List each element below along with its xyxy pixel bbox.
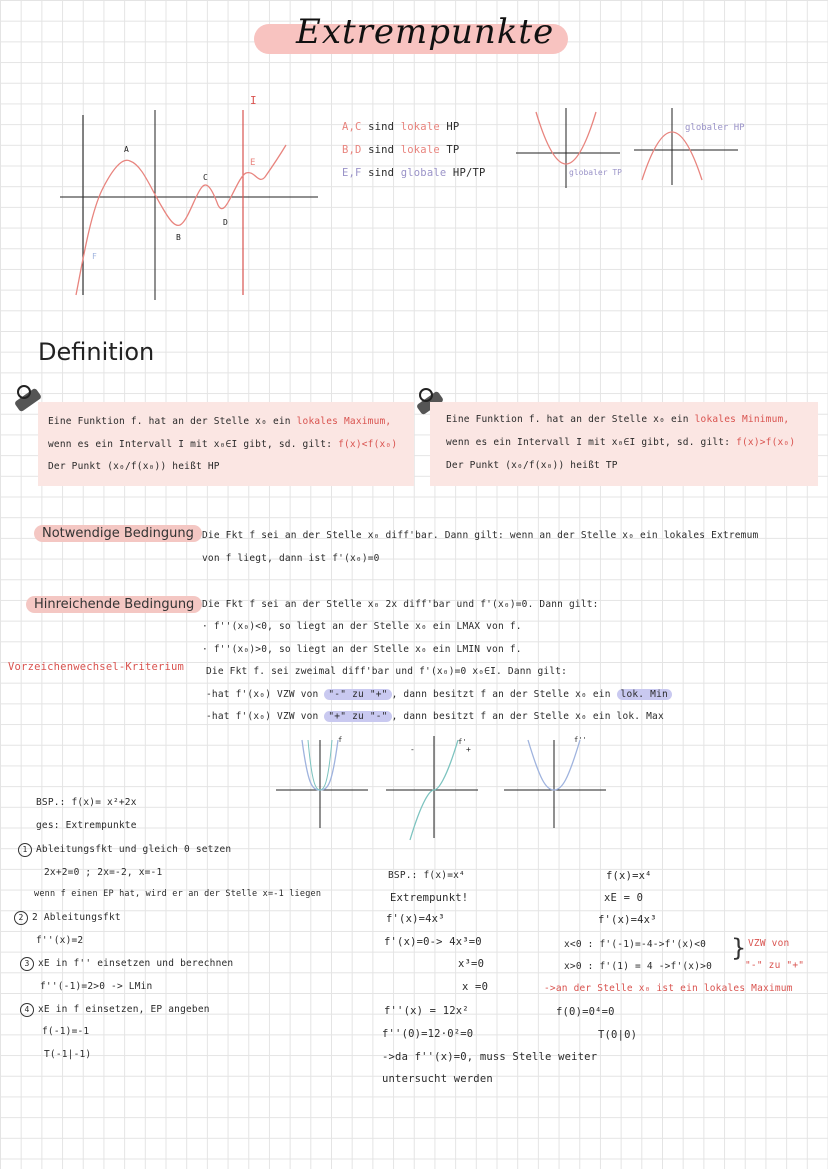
ex3-line-6: ->an der Stelle x₀ ist ein lokales Maximum — [544, 983, 793, 994]
def-min-line-3: Der Punkt (x₀/f(x₀)) heißt TP — [446, 460, 618, 471]
plot-fp-label: f' — [458, 738, 467, 746]
def-max-line-2: wenn es ein Intervall I mit x₀∈I gibt, sd. gilt: f(x)<f(x₀) — [48, 439, 398, 450]
def-max-line-3: Der Punkt (x₀/f(x₀)) heißt HP — [48, 461, 220, 472]
ex2-line-6: x =0 — [462, 981, 489, 993]
notwendig-line-2: von f liegt, dann ist f'(x₀)=0 — [202, 553, 380, 564]
ex1-step-3a: f''(-1)=2>0 -> LMin — [40, 981, 153, 992]
mini-hp-label: globaler HP — [685, 123, 745, 133]
def-max-line-1: Eine Funktion f. hat an der Stelle x₀ ein lokales Maximum, — [48, 416, 392, 427]
plot-fp-plus: + — [466, 745, 471, 754]
ex1-step-4b: T(-1|-1) — [44, 1049, 92, 1060]
ex1-step-4: 4 xE in f einsetzen, EP angeben — [20, 1003, 210, 1017]
label-A: A — [124, 145, 129, 154]
legend-line-2: B,D sind lokale TP — [342, 144, 460, 156]
ex3-line-7: f(0)=0⁴=0 — [556, 1006, 615, 1018]
ex2-line-3: f'(x)=4x³ — [386, 913, 445, 925]
ex3-brace-b: "-" zu "+" — [745, 960, 805, 971]
label-I: I — [250, 95, 257, 107]
ex3-line-4: x<0 : f'(-1)=-4->f'(x)<0 — [564, 939, 707, 950]
notwendig-label: Notwendige Bedingung — [34, 525, 202, 542]
label-B: B — [176, 233, 181, 242]
ex3-line-8: T(0|0) — [598, 1029, 638, 1041]
page-title: Extrempunkte — [296, 12, 555, 52]
def-min-line-2: wenn es ein Intervall I mit x₀∈I gibt, sd. gilt: f(x)>f(x₀) — [446, 437, 796, 448]
vzw-line-1: Die Fkt f. sei zweimal diff'bar und f'(x₀)=0 x₀∈I. Dann gilt: — [206, 666, 568, 677]
ex1-step-1b: wenn f einen EP hat, wird er an der Stelle x=-1 liegen — [34, 889, 322, 899]
ex2-line-5: x³=0 — [458, 958, 485, 970]
legend-line-1: A,C sind lokale HP — [342, 121, 460, 133]
ex1-step-2: 2 2 Ableitungsfkt — [14, 911, 121, 925]
ex3-line-1: f(x)=x⁴ — [606, 870, 652, 882]
plot-f-prime — [382, 730, 482, 842]
plot-f-double-prime — [500, 730, 610, 830]
ex2-line-1: BSP.: f(x)=x⁴ — [388, 870, 465, 881]
ex1-step-1: 1 Ableitungsfkt und gleich 0 setzen — [18, 843, 231, 857]
plot-f — [272, 730, 372, 830]
vzw-label: Vorzeichenwechsel-Kriterium — [8, 661, 185, 673]
ex3-brace: } — [731, 934, 747, 962]
ex2-line-10: untersucht werden — [382, 1073, 493, 1085]
label-E: E — [250, 158, 256, 168]
ex1-step-2a: f''(x)=2 — [36, 935, 84, 946]
label-C: C — [203, 173, 208, 182]
ex1-step-4a: f(-1)=-1 — [42, 1026, 90, 1037]
vzw-line-2: -hat f'(x₀) VZW von "-" zu "+" , dann besitzt f an der Stelle x₀ ein lok. Min — [206, 689, 672, 700]
plot-f-label: f — [338, 736, 343, 744]
legend-line-3: E,F sind globale HP/TP — [342, 167, 486, 179]
ex2-line-8: f''(0)=12·0²=0 — [382, 1028, 474, 1040]
vzw-line-3: -hat f'(x₀) VZW von "+" zu "-" , dann besitzt f an der Stelle x₀ ein lok. Max — [206, 711, 664, 722]
hinreichend-line-3: · f''(x₀)>0, so liegt an der Stelle x₀ ein LMIN von f. — [202, 644, 522, 655]
definition-heading: Definition — [38, 338, 155, 366]
label-F: F — [92, 252, 97, 261]
ex3-line-3: f'(x)=4x³ — [598, 914, 657, 926]
ex3-line-2: xE = 0 — [604, 892, 644, 904]
ex2-line-7: f''(x) = 12x² — [384, 1005, 469, 1017]
hinreichend-line-2: · f''(x₀)<0, so liegt an der Stelle x₀ ein LMAX von f. — [202, 621, 522, 632]
label-D: D — [223, 218, 228, 227]
ex2-line-2: Extrempunkt! — [390, 892, 469, 904]
ex3-line-5: x>0 : f'(1) = 4 ->f'(x)>0 — [564, 961, 712, 972]
notwendig-line-1: Die Fkt f sei an der Stelle x₀ diff'bar. Dann gilt: wenn an der Stelle x₀ ein lokales Extremum — [202, 530, 759, 541]
def-min-line-1: Eine Funktion f. hat an der Stelle x₀ ein lokales Minimum, — [446, 414, 790, 425]
hinreichend-line-1: Die Fkt f sei an der Stelle x₀ 2x diff'bar und f'(x₀)=0. Dann gilt: — [202, 599, 599, 610]
ex1-line-1: BSP.: f(x)= x²+2x — [36, 797, 137, 808]
mini-graph-tp — [514, 100, 624, 190]
plot-fpp-label: f'' — [574, 736, 587, 744]
plot-fp-minus: - — [410, 745, 415, 754]
ex1-line-2: ges: Extrempunkte — [36, 820, 137, 831]
hinreichend-label: Hinreichende Bedingung — [26, 596, 202, 613]
ex2-line-9: ->da f''(x)=0, muss Stelle weiter — [382, 1051, 598, 1063]
top-graph — [50, 95, 320, 305]
ex3-brace-a: VZW von — [748, 938, 790, 949]
mini-graph-hp — [630, 100, 760, 190]
ex2-line-4: f'(x)=0-> 4x³=0 — [384, 936, 482, 948]
ex1-step-3: 3 xE in f'' einsetzen und berechnen — [20, 957, 233, 971]
ex1-step-1a: 2x+2=0 ; 2x=-2, x=-1 — [44, 867, 163, 878]
mini-tp-label: globaler TP — [569, 168, 622, 177]
